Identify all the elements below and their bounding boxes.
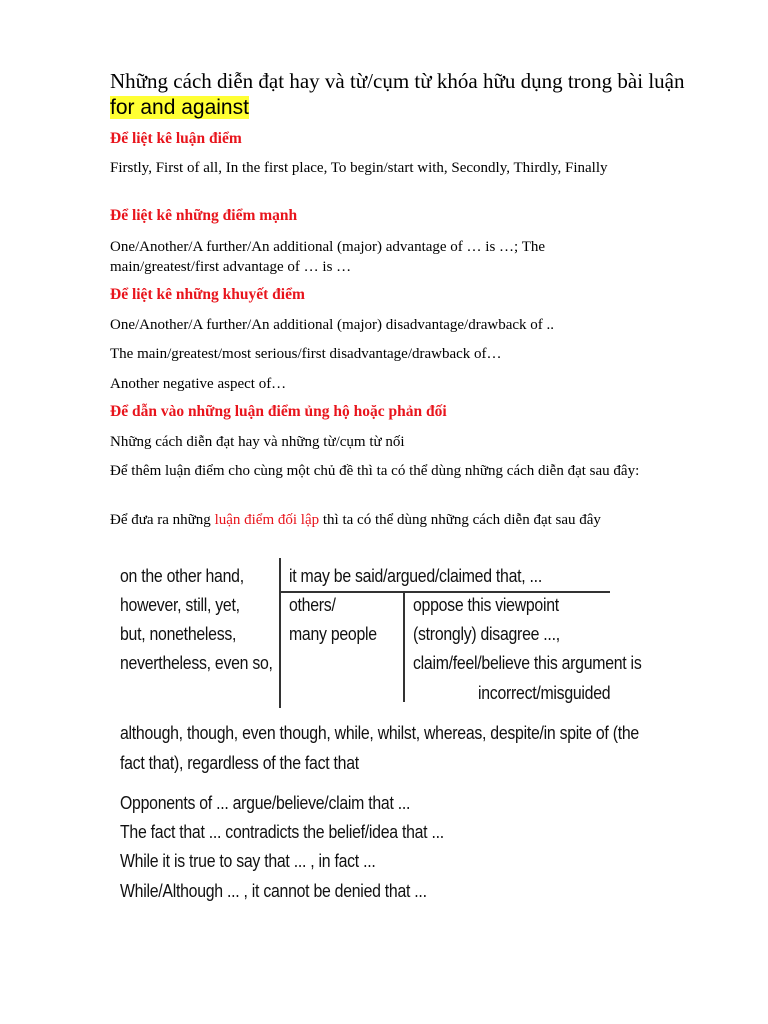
table-left-1: on the other hand, [120, 566, 244, 586]
table-middle-1: others/ [289, 595, 336, 615]
heading-weaknesses: Để liệt kê những khuyết điểm [110, 286, 305, 303]
text-lead-in-1: Những cách diễn đạt hay và những từ/cụm từ nối [110, 434, 405, 450]
table-right-1: oppose this viewpoint [413, 595, 559, 615]
table-divider-top [281, 591, 610, 593]
table-top-right: it may be said/argued/claimed that, ... [289, 566, 542, 586]
text-weaknesses-2: The main/greatest/most serious/first disadvantage/drawback of… [110, 346, 502, 362]
scan-phrase-3: While it is true to say that ... , in fact ... [120, 851, 376, 871]
scan-although-1: although, though, even though, while, whilst, whereas, despite/in spite of (the [120, 723, 639, 743]
text-strengths: One/Another/A further/An additional (major) advantage of … is …; The main/greatest/first advantage of … is … [110, 239, 546, 275]
heading-lead-in: Để dẫn vào những luận điểm ủng hộ hoặc phản đối [110, 403, 447, 420]
scan-phrase-4: While/Although ... , it cannot be denied that ... [120, 881, 427, 901]
table-right-3: claim/feel/believe this argument is [413, 653, 642, 673]
text-list-points: Firstly, First of all, In the first place, To begin/start with, Secondly, Thirdly, Finally [110, 160, 608, 176]
lead-in-3-red: luận điểm đối lập [214, 512, 320, 528]
scan-although-2: fact that), regardless of the fact that [120, 753, 359, 773]
table-right-2: (strongly) disagree ..., [413, 624, 560, 644]
scan-phrase-1: Opponents of ... argue/believe/claim that ... [120, 793, 411, 813]
text-weaknesses-1: One/Another/A further/An additional (major) disadvantage/drawback of .. [110, 317, 555, 333]
table-divider-left [279, 558, 281, 708]
heading-list-points: Để liệt kê luận điểm [110, 130, 242, 147]
page-title [110, 68, 710, 121]
lead-in-3-suffix: thì ta có thể dùng những cách diễn đạt sau đây [322, 512, 601, 528]
text-lead-in-2: Để thêm luận điểm cho cùng một chủ đề thì ta có thể dùng những cách diễn đạt sau đây: [110, 463, 640, 479]
text-weaknesses-3: Another negative aspect of… [110, 376, 287, 392]
title-highlight: for and against [110, 96, 249, 119]
table-left-4: nevertheless, even so, [120, 653, 273, 673]
table-divider-middle [403, 592, 405, 702]
lead-in-3-prefix: Để đưa ra những [110, 512, 211, 528]
table-left-3: but, nonetheless, [120, 624, 237, 644]
table-right-4: incorrect/misguided [478, 683, 611, 703]
scan-phrase-2: The fact that ... contradicts the belief/idea that ... [120, 822, 444, 842]
text-lead-in-3 [110, 510, 695, 530]
table-left-2: however, still, yet, [120, 595, 240, 615]
table-middle-2: many people [289, 624, 377, 644]
title-text: Những cách diễn đạt hay và từ/cụm từ khóa hữu dụng trong bài luận [110, 69, 685, 93]
heading-strengths: Để liệt kê những điểm mạnh [110, 207, 298, 224]
